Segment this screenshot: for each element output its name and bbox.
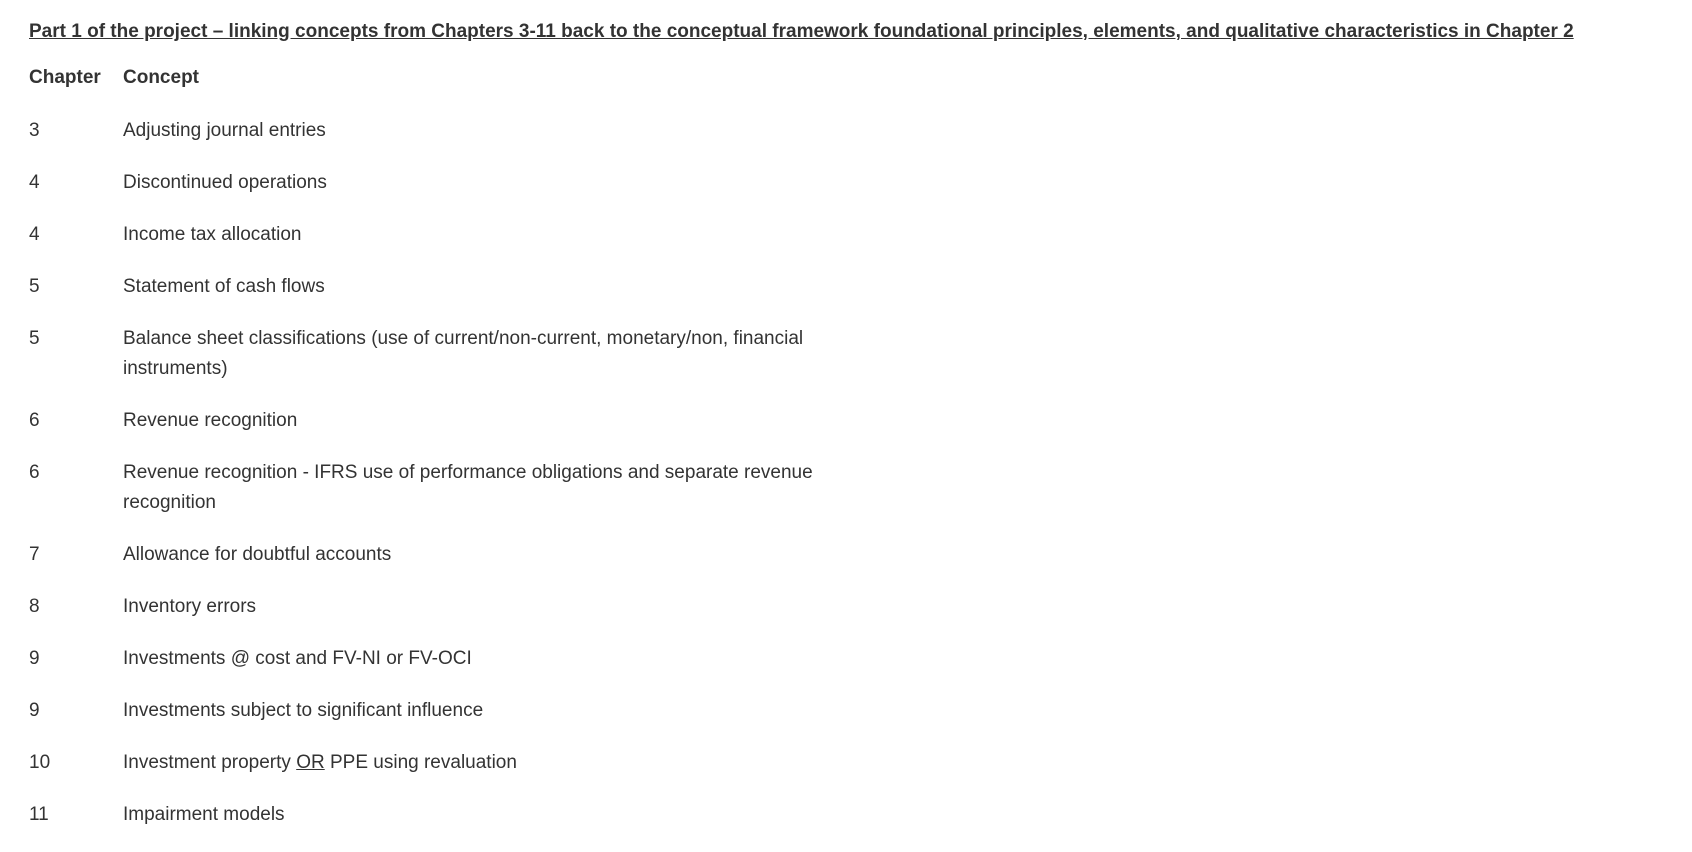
chapter-cell: 8 (29, 596, 40, 617)
chapter-cell: 4 (29, 172, 40, 193)
chapter-cell: 5 (29, 328, 40, 349)
chapter-cell: 3 (29, 120, 40, 141)
concept-cell (123, 748, 883, 778)
concept-column-header: Concept (123, 67, 199, 88)
chapter-cell: 6 (29, 462, 40, 483)
concept-cell: Income tax allocation (123, 224, 302, 245)
concept-cell: Discontinued operations (123, 172, 327, 193)
chapter-cell: 5 (29, 276, 40, 297)
chapter-cell: 10 (29, 752, 51, 773)
chapter-cell: 7 (29, 544, 40, 565)
concept-prefix: Investment property (123, 752, 297, 773)
concept-cell: Revenue recognition - IFRS use of performance obligations and separate revenue recognition (123, 462, 813, 513)
table-row (29, 540, 1669, 570)
concept-cell: Investments subject to significant influence (123, 700, 484, 721)
table-row (29, 220, 1669, 250)
table-row (29, 800, 1669, 830)
table-row (29, 272, 1669, 302)
table-row (29, 696, 1669, 726)
concept-cell: Statement of cash flows (123, 276, 325, 297)
page-title: Part 1 of the project – linking concepts from Chapters 3-11 back to the conceptual framework foundational principles, elements, and qualitative characteristics in Chapter 2 (29, 21, 1574, 42)
concept-cell: Inventory errors (123, 596, 257, 617)
concept-cell: Balance sheet classifications (use of current/non-current, monetary/non, financial instruments) (123, 328, 804, 379)
chapter-cell: 6 (29, 410, 40, 431)
table-header (29, 64, 1669, 92)
document (29, 0, 1669, 852)
table-row (29, 748, 1669, 778)
chapter-cell: 9 (29, 648, 40, 669)
concept-emphasis: OR (296, 752, 325, 773)
concept-cell: Allowance for doubtful accounts (123, 544, 392, 565)
table-row (29, 168, 1669, 198)
chapter-cell: 9 (29, 700, 40, 721)
table-row (29, 592, 1669, 622)
table-row (29, 458, 1669, 518)
chapter-column-header: Chapter (29, 67, 101, 88)
table-row (29, 406, 1669, 436)
concept-table (29, 116, 1669, 830)
table-row (29, 116, 1669, 146)
concept-cell: Impairment models (123, 804, 285, 825)
table-row (29, 324, 1669, 384)
chapter-cell: 11 (29, 804, 49, 825)
concept-cell: Revenue recognition (123, 410, 298, 431)
concept-cell: Investments @ cost and FV-NI or FV-OCI (123, 648, 472, 669)
table-row (29, 644, 1669, 674)
chapter-cell: 4 (29, 224, 40, 245)
concept-suffix: PPE using revaluation (324, 752, 517, 773)
concept-cell: Adjusting journal entries (123, 120, 326, 141)
